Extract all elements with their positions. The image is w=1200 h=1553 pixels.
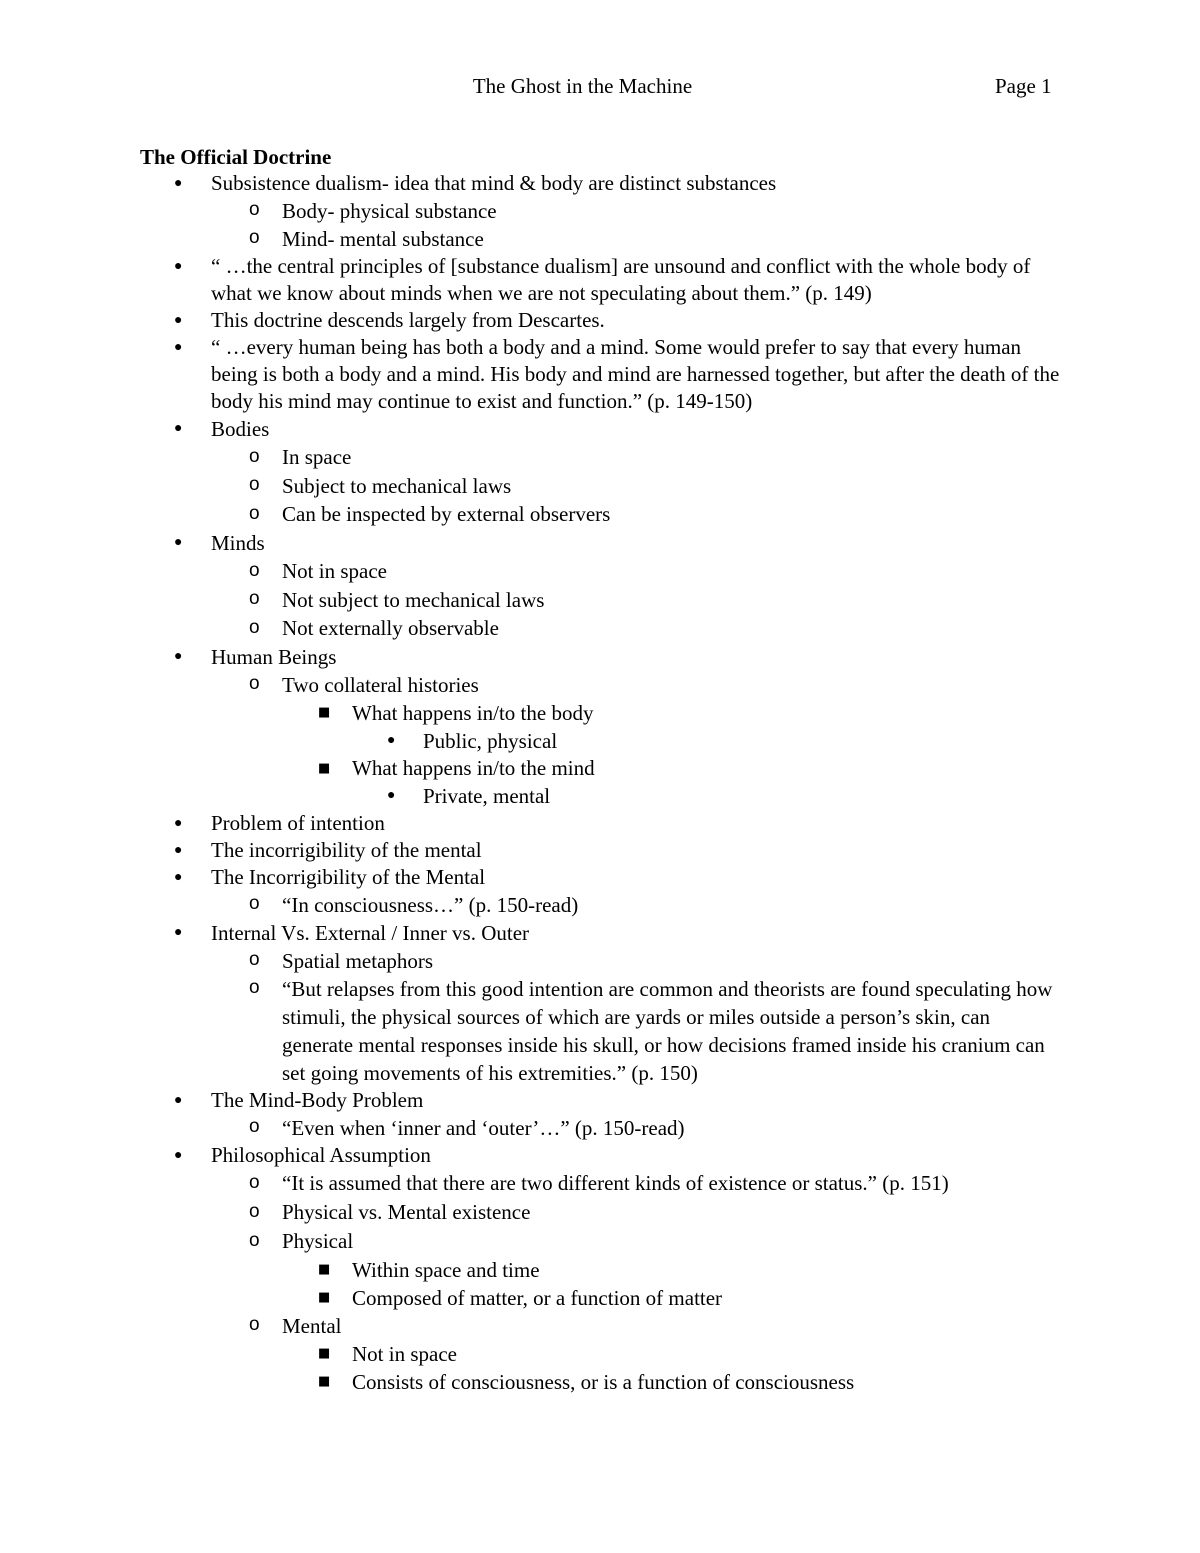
list-item bbox=[0, 307, 1200, 334]
list-item-text: Philosophical Assumption bbox=[211, 1143, 431, 1167]
list-item-text: Problem of intention bbox=[211, 811, 385, 835]
list-item bbox=[0, 586, 1200, 614]
list-item bbox=[0, 1114, 1200, 1142]
list-item-text: The incorrigibility of the mental bbox=[211, 838, 482, 862]
list-item bbox=[0, 891, 1200, 919]
list-item-text: Mind- mental substance bbox=[282, 227, 484, 251]
list-item-text: Spatial metaphors bbox=[282, 949, 434, 973]
list-marker: ● bbox=[174, 649, 183, 664]
list-marker: ● bbox=[387, 733, 396, 748]
list-item bbox=[0, 443, 1200, 472]
list-marker: o bbox=[249, 949, 260, 970]
list-marker: o bbox=[249, 588, 260, 609]
list-item-text: Two collateral histories bbox=[282, 673, 479, 697]
list-marker: ● bbox=[174, 1093, 183, 1108]
list-item bbox=[0, 810, 1200, 837]
list-item-text: This doctrine descends largely from Descartes. bbox=[211, 308, 605, 332]
list-item bbox=[0, 727, 1200, 755]
list-marker: o bbox=[249, 1201, 260, 1222]
list-marker: ■ bbox=[318, 1374, 331, 1389]
list-item bbox=[0, 919, 1200, 947]
list-item-text: Body- physical substance bbox=[282, 199, 497, 223]
list-marker: ● bbox=[174, 176, 183, 191]
list-item-text: What happens in/to the mind bbox=[352, 756, 595, 780]
list-item-text: Internal Vs. External / Inner vs. Outer bbox=[211, 921, 530, 945]
list-marker: o bbox=[249, 673, 260, 694]
section-title: The Official Doctrine bbox=[140, 145, 332, 169]
list-marker: o bbox=[249, 503, 260, 524]
list-item bbox=[0, 197, 1200, 225]
list-item bbox=[0, 671, 1200, 699]
list-marker: ● bbox=[174, 421, 183, 436]
list-marker: o bbox=[249, 560, 260, 581]
list-marker: o bbox=[249, 1314, 260, 1335]
list-item-text: “It is assumed that there are two different kinds of existence or status.” (p. 151) bbox=[282, 1171, 949, 1195]
list-item-text: “Even when ‘inner and ‘outer’…” (p. 150-read) bbox=[282, 1116, 685, 1140]
list-item-text: Not in space bbox=[282, 559, 387, 583]
list-item bbox=[0, 1087, 1200, 1114]
list-item-text: Not subject to mechanical laws bbox=[282, 588, 545, 612]
list-item bbox=[0, 1169, 1200, 1198]
list-item bbox=[0, 415, 1200, 443]
list-item bbox=[0, 755, 1200, 782]
list-marker: o bbox=[249, 1116, 260, 1137]
list-item-text: “ …the central principles of [substance dualism] are unsound and conflict with the whole body of what we know about minds when we are not speculating about them.” (p. 149) bbox=[211, 254, 1031, 305]
list-item-text: Physical bbox=[282, 1229, 354, 1253]
list-item-text: Not externally observable bbox=[282, 616, 499, 640]
list-item bbox=[0, 472, 1200, 500]
list-marker: o bbox=[249, 474, 260, 495]
list-item-text: “ …every human being has both a body and a mind. Some would prefer to say that every human being is both a body and a mind. His body and mind are harnessed together, but after the death of the body his mind may continue to exist and function.” (p. 149-150) bbox=[211, 335, 1060, 413]
list-item bbox=[0, 643, 1200, 671]
list-item-text: Human Beings bbox=[211, 645, 337, 669]
list-marker: o bbox=[249, 1230, 260, 1251]
list-marker: ● bbox=[174, 816, 183, 831]
list-item-text: Subject to mechanical laws bbox=[282, 474, 512, 498]
list-marker: ■ bbox=[318, 1346, 331, 1361]
list-item bbox=[0, 1256, 1200, 1284]
list-item-text: Physical vs. Mental existence bbox=[282, 1200, 531, 1224]
list-item-text: The Mind-Body Problem bbox=[211, 1088, 424, 1112]
list-item bbox=[0, 699, 1200, 727]
list-item-text: What happens in/to the body bbox=[352, 701, 594, 725]
list-item bbox=[0, 225, 1200, 253]
list-marker: o bbox=[249, 617, 260, 638]
list-item bbox=[0, 1340, 1200, 1368]
list-item-text: Public, physical bbox=[423, 729, 558, 753]
list-marker: ● bbox=[174, 340, 183, 355]
list-marker: ● bbox=[174, 535, 183, 550]
list-marker: ■ bbox=[318, 1262, 331, 1277]
list-item bbox=[0, 837, 1200, 864]
list-marker: ● bbox=[174, 925, 183, 940]
list-marker: o bbox=[249, 977, 260, 998]
list-item bbox=[0, 782, 1200, 810]
list-item bbox=[0, 253, 1200, 307]
list-marker: ● bbox=[174, 1148, 183, 1163]
list-item-text: Not in space bbox=[352, 1342, 457, 1366]
list-item bbox=[0, 1227, 1200, 1256]
list-marker: ● bbox=[174, 259, 183, 274]
list-item bbox=[0, 947, 1200, 975]
list-item-text: Bodies bbox=[211, 417, 270, 441]
list-item bbox=[0, 557, 1200, 586]
list-item bbox=[0, 975, 1200, 1087]
list-item-text: “In consciousness…” (p. 150-read) bbox=[282, 893, 579, 917]
list-item bbox=[0, 1368, 1200, 1396]
list-item bbox=[0, 1142, 1200, 1169]
list-marker: ● bbox=[174, 313, 183, 328]
list-item-text: Composed of matter, or a function of matter bbox=[352, 1286, 723, 1310]
list-marker: ■ bbox=[318, 1290, 331, 1305]
list-item bbox=[0, 1284, 1200, 1312]
outline-list bbox=[0, 170, 1200, 1396]
list-item bbox=[0, 334, 1200, 415]
list-item-text: Subsistence dualism- idea that mind & body are distinct substances bbox=[211, 171, 777, 195]
list-item bbox=[0, 1312, 1200, 1340]
list-item bbox=[0, 170, 1200, 197]
list-marker: ● bbox=[387, 788, 396, 803]
list-item bbox=[0, 500, 1200, 529]
list-item-text: Mental bbox=[282, 1314, 342, 1338]
list-marker: o bbox=[249, 1172, 260, 1193]
list-marker: o bbox=[249, 199, 260, 220]
list-item bbox=[0, 1198, 1200, 1227]
list-marker: ■ bbox=[318, 705, 331, 720]
list-item-text: In space bbox=[282, 445, 352, 469]
list-item-text: Can be inspected by external observers bbox=[282, 502, 611, 526]
list-marker: o bbox=[249, 893, 260, 914]
list-item-text: The Incorrigibility of the Mental bbox=[211, 865, 486, 889]
list-marker: ■ bbox=[318, 761, 331, 776]
list-item-text: Private, mental bbox=[423, 784, 551, 808]
list-item-text: Consists of consciousness, or is a function of consciousness bbox=[352, 1370, 855, 1394]
list-item-text: Within space and time bbox=[352, 1258, 540, 1282]
list-item bbox=[0, 614, 1200, 643]
list-marker: o bbox=[249, 446, 260, 467]
list-item bbox=[0, 529, 1200, 557]
page-number: Page 1 bbox=[995, 74, 1052, 98]
list-item-text: “But relapses from this good intention are common and theorists are found speculating how stimuli, the physical sources of which are yards or miles outside a person’s skin, can generate mental responses inside his skull, or how decisions framed inside his cranium can set going movements of his extremities.” (p. 150) bbox=[282, 977, 1053, 1085]
header-title: The Ghost in the Machine bbox=[472, 74, 693, 98]
list-marker: o bbox=[249, 227, 260, 248]
list-marker: ● bbox=[174, 870, 183, 885]
list-marker: ● bbox=[174, 843, 183, 858]
list-item bbox=[0, 864, 1200, 891]
list-item-text: Minds bbox=[211, 531, 265, 555]
